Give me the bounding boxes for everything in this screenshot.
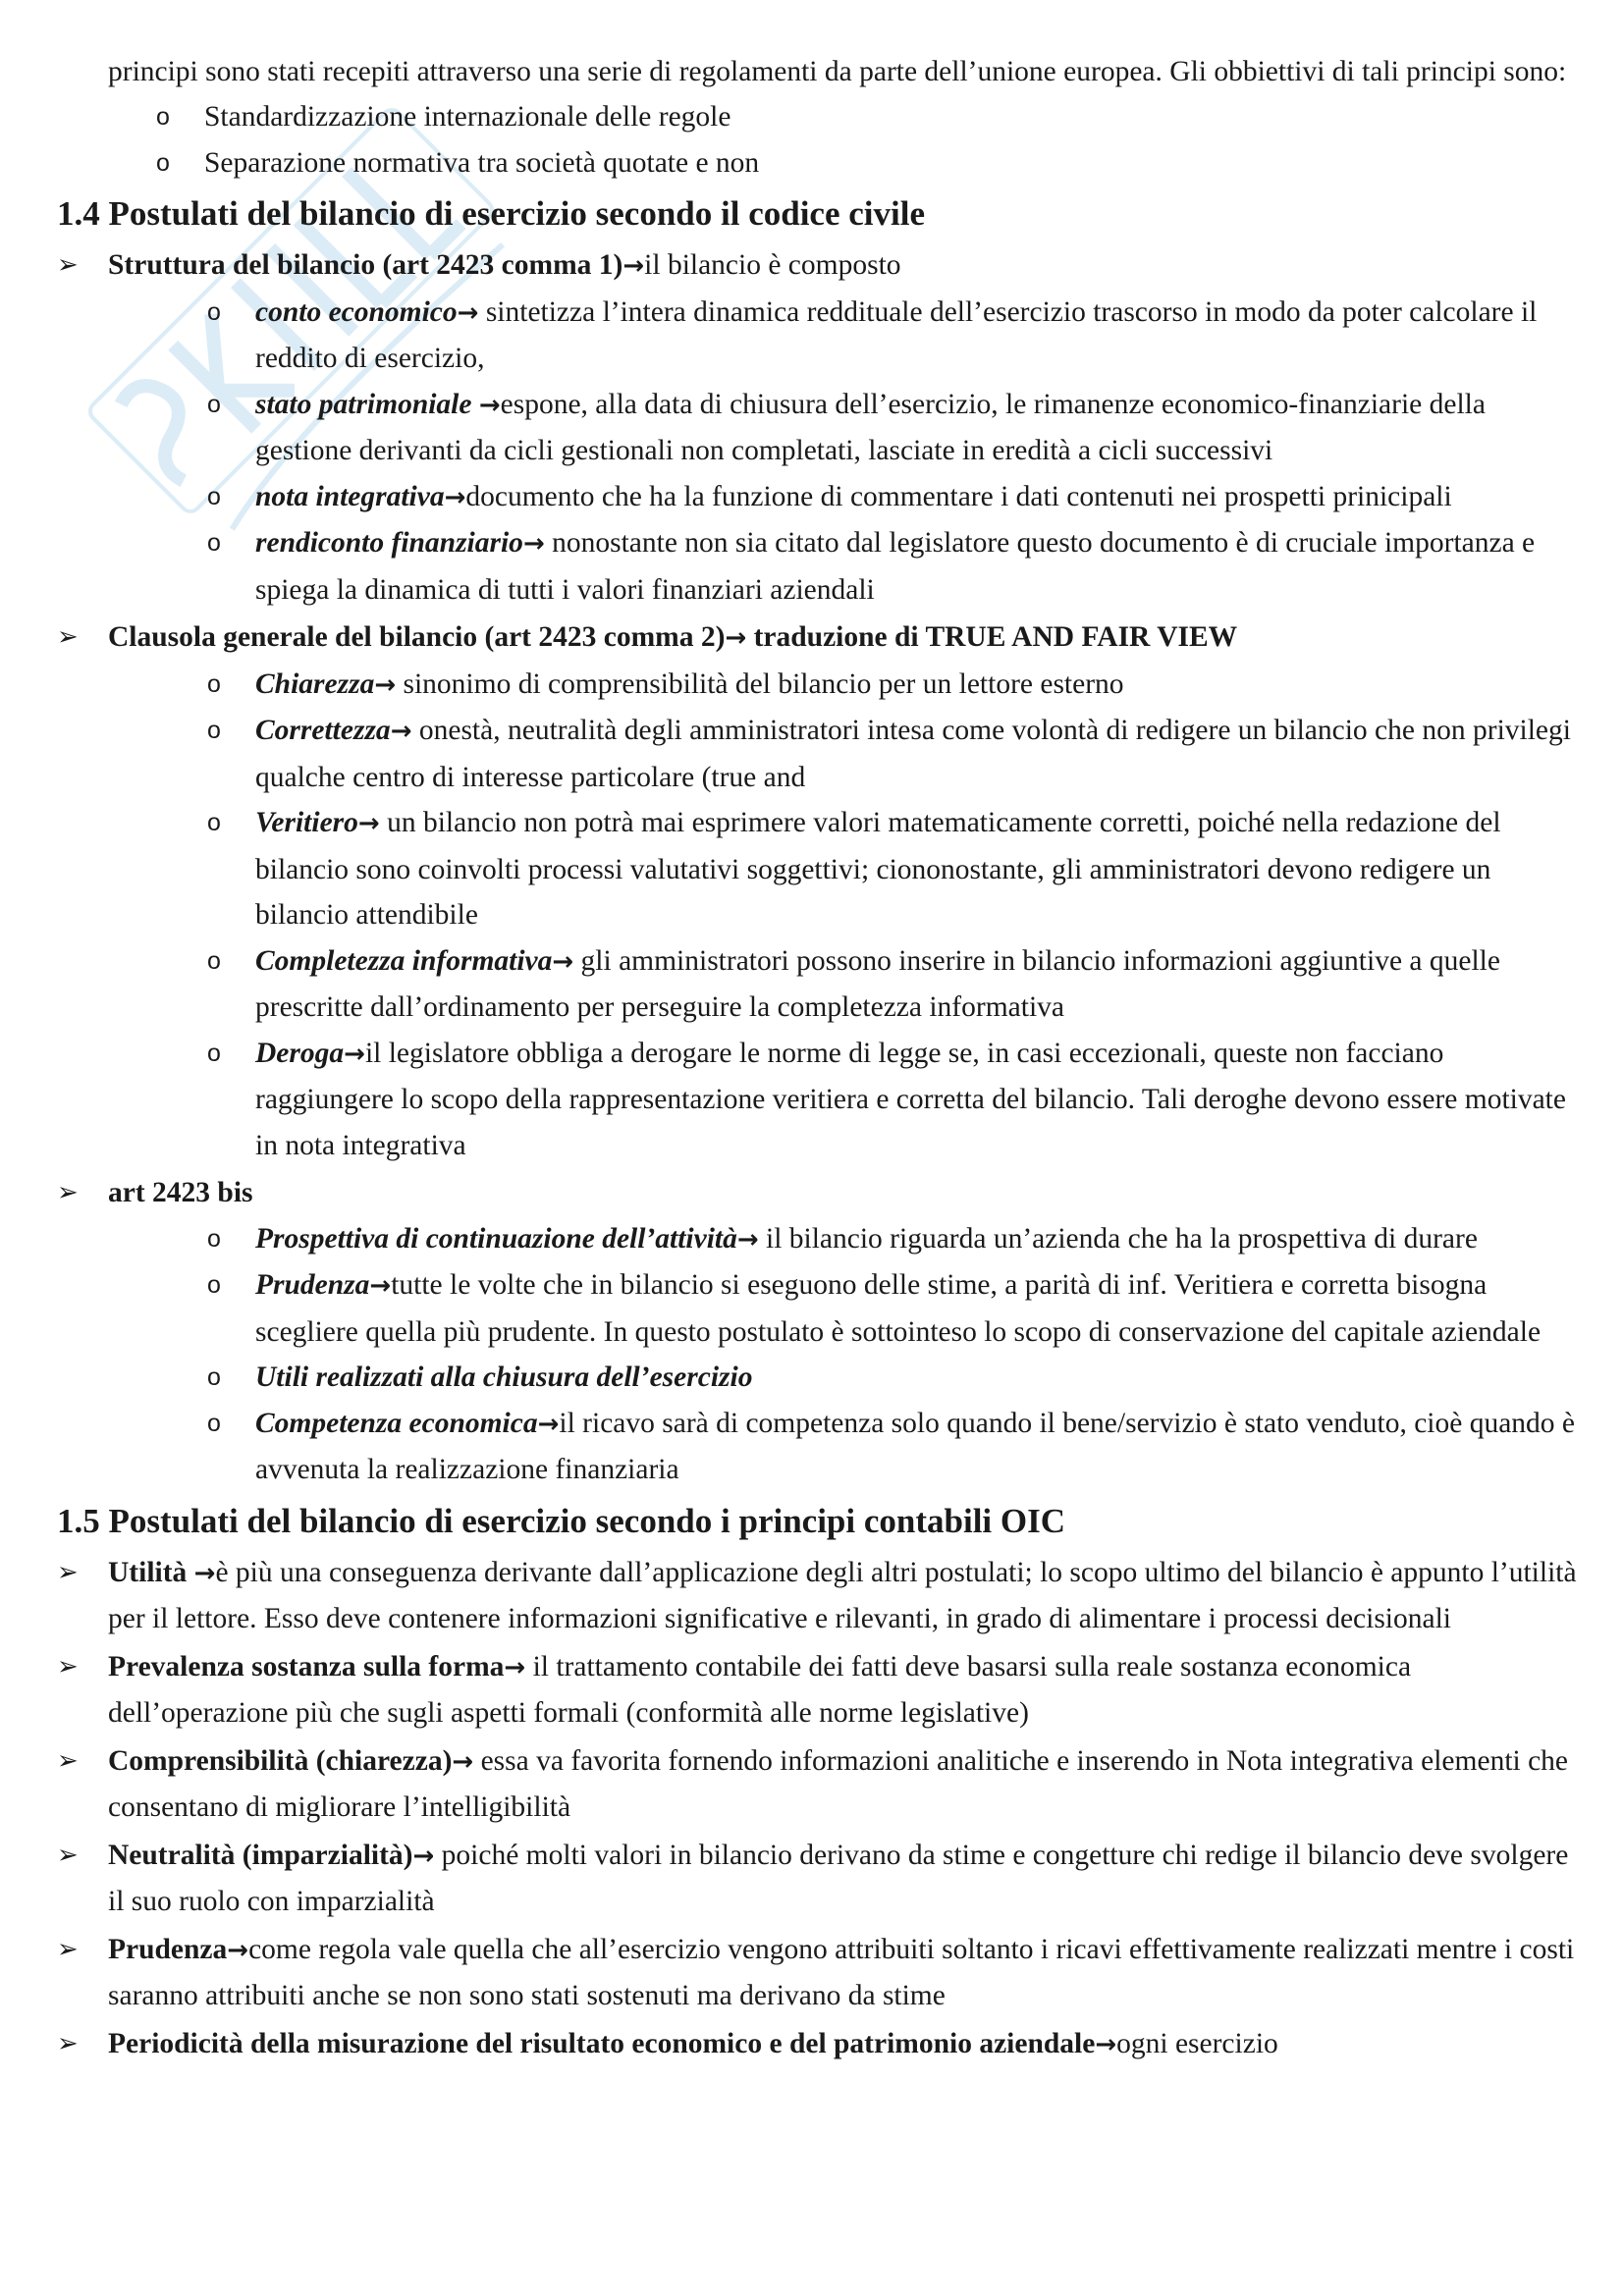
term-text: un bilancio non potrà mai esprimere valori matematicamente corretti, poiché nella redazione del bilancio sono coinvolti processi valutativi soggettivi; ciononostante, gli amministratori devono redigere un bilancio attendibile xyxy=(255,807,1501,931)
arrow-icon: → xyxy=(736,1224,759,1255)
bullet-text: poiché molti valori in bilancio derivano da stime e congetture chi redige il bilancio deve svolgere il suo ruolo con imparzialità xyxy=(108,1839,1569,1917)
term: Deroga xyxy=(255,1037,345,1069)
bullet-label: Struttura del bilancio (art 2423 comma 1) xyxy=(108,249,623,281)
term: Completezza informativa xyxy=(255,944,553,977)
term-text: documento che ha la funzione di commentare i dati contenuti nei prospetti prinicipali xyxy=(465,480,1452,512)
bullet-label: Periodicità della misurazione del risultato economico e del patrimonio aziendale xyxy=(108,2027,1096,2059)
bullet-item xyxy=(57,1833,1589,1925)
section-1-4-list xyxy=(57,242,1589,1493)
bullet-item xyxy=(57,1170,1589,1493)
sub-item xyxy=(207,1401,1589,1493)
intro-paragraph: principi sono stati recepiti attraverso una serie di regolamenti da parte dell’unione europea. Gli obbiettivi di tali principi sono: xyxy=(108,56,1567,87)
arrow-icon: → xyxy=(390,717,412,746)
bullet-text: come regola vale quella che all’esercizio vengono attribuiti soltanto i ricavi effettivamente realizzati mentre i costi saranno attribuiti anche se non sono stati sostenuti ma derivano da stime xyxy=(108,1933,1575,2011)
term-text: il bilancio riguarda un’azienda che ha la prospettiva di durare xyxy=(758,1222,1478,1255)
bullet-label: Prevalenza sostanza sulla forma xyxy=(108,1650,505,1682)
term-text: il legislatore obbliga a derogare le norme di legge se, in casi eccezionali, queste non facciano raggiungere lo scopo della rappresentazione veritiera e corretta del bilancio. Tali deroghe devono essere motivate in nota integrativa xyxy=(255,1037,1566,1161)
sub-item xyxy=(207,708,1589,800)
term: Competenza economica xyxy=(255,1407,538,1439)
arrow-icon: → xyxy=(552,946,574,977)
bullet-label: Prudenza xyxy=(108,1933,228,1965)
intro-list xyxy=(156,94,1589,186)
term-text: nonostante non sia citato dal legislatore questo documento è di cruciale importanza e spiega la dinamica di tutti i valori finanziari aziendali xyxy=(255,527,1536,606)
term: Correttezza xyxy=(255,715,391,746)
bullet-text: il trattamento contabile dei fatti deve basarsi sulla reale sostanza economica dell’operazione più che sugli aspetti formali (conformità alle norme legislative) xyxy=(108,1650,1412,1729)
sub-list xyxy=(207,1216,1589,1493)
sub-list xyxy=(207,290,1589,614)
term: Veritiero xyxy=(255,807,358,838)
term: Chiarezza xyxy=(255,667,375,700)
bullet-label-2: traduzione di TRUE AND FAIR VIEW xyxy=(746,621,1238,653)
arrow-icon: → xyxy=(457,297,479,328)
sub-item xyxy=(207,1262,1589,1355)
term: stato patrimoniale xyxy=(255,388,479,420)
term: rendiconto finanziario xyxy=(255,527,523,559)
sub-item xyxy=(207,474,1589,521)
arrow-icon: → xyxy=(1095,2029,1117,2059)
bullet-item xyxy=(57,1738,1589,1831)
arrow-icon: → xyxy=(478,390,501,420)
bullet-label: Comprensibilità (chiarezza) xyxy=(108,1744,453,1777)
arrow-icon: → xyxy=(369,1271,392,1301)
term-text: tutte le volte che in bilancio si eseguono delle stime, a parità di inf. Veritiera e corretta bisogna scegliere quella più prudente. In questo postulato è sottointeso lo scopo di conservazione del capitale aziendale xyxy=(255,1269,1542,1348)
arrow-icon: → xyxy=(444,482,466,512)
bullet-text: ogni esercizio xyxy=(1116,2027,1278,2059)
term-text: gli amministratori possono inserire in bilancio informazioni aggiuntive a quelle prescritte dall’ordinamento per perseguire la completezza informativa xyxy=(255,944,1500,1023)
sub-item xyxy=(207,1031,1589,1169)
term: Prospettiva di continuazione dell’attività xyxy=(255,1222,737,1255)
arrow-icon: → xyxy=(522,529,545,559)
bullet-item xyxy=(57,1927,1589,2019)
document-page xyxy=(57,49,1589,2069)
bullet-text: è più una conseguenza derivante dall’applicazione degli altri postulati; lo scopo ultimo del bilancio è appunto l’utilità per il lettore. Esso deve contenere informazioni significative e rilevanti, in grado di alimentare i processi decisionali xyxy=(108,1556,1577,1634)
sub-item xyxy=(207,800,1589,938)
sub-item xyxy=(207,382,1589,474)
list-item: o Separazione normativa tra società quotate e non xyxy=(156,140,1589,187)
term-text: sinonimo di comprensibilità del bilancio per un lettore esterno xyxy=(396,667,1124,700)
bullet-text: il bilancio è composto xyxy=(644,249,901,281)
term-text: onestà, neutralità degli amministratori intesa come volontà di redigere un bilancio che non privilegi qualche centro di interesse particolare (true and xyxy=(255,715,1571,793)
arrow-icon: → xyxy=(537,1409,560,1439)
sub-list xyxy=(207,662,1589,1169)
bullet-item xyxy=(57,2021,1589,2068)
arrow-icon: → xyxy=(622,251,645,281)
section-1-5-heading: 1.5 Postulati del bilancio di esercizio secondo i principi contabili OIC xyxy=(57,1501,1066,1540)
arrow-icon: → xyxy=(193,1558,216,1588)
term-text: espone, alla data di chiusura dell’esercizio, le rimanenze economico-finanziarie della gestione derivanti da cicli gestionali non completati, lasciate in eredità a cicli successivi xyxy=(255,388,1486,466)
sub-item xyxy=(207,1216,1589,1263)
bullet-label: art 2423 bis xyxy=(108,1177,253,1208)
bullet-item xyxy=(57,1550,1589,1642)
arrow-icon: → xyxy=(452,1746,474,1777)
arrow-icon: → xyxy=(725,623,747,653)
arrow-icon: → xyxy=(227,1935,249,1965)
sub-item xyxy=(207,662,1589,709)
bullet-label: Utilità xyxy=(108,1556,194,1588)
sub-item xyxy=(207,290,1589,382)
bullet-label: Clausola generale del bilancio (art 2423 comma 2) xyxy=(108,621,726,653)
arrow-icon: → xyxy=(412,1841,435,1871)
arrow-icon: → xyxy=(344,1039,365,1069)
section-1-5-list xyxy=(57,1550,1589,2068)
bullet-item xyxy=(57,1644,1589,1736)
bullet-item xyxy=(57,614,1589,1168)
sub-item xyxy=(207,938,1589,1031)
term: nota integrativa xyxy=(255,480,445,512)
term-text: il ricavo sarà di competenza solo quando il bene/servizio è stato venduto, cioè quando è avvenuta la realizzazione finanziaria xyxy=(255,1407,1576,1485)
term: Utili realizzati alla chiusura dell’esercizio xyxy=(255,1362,753,1393)
bullet-text: essa va favorita fornendo informazioni analitiche e inserendo in Nota integrativa elementi che consentano di migliorare l’intelligibilità xyxy=(108,1744,1569,1823)
term: conto economico xyxy=(255,295,458,328)
term-text: sintetizza l’intera dinamica reddituale dell’esercizio trascorso in modo da poter calcolare il reddito di esercizio, xyxy=(255,295,1538,374)
sub-item xyxy=(207,1355,1589,1401)
sub-item xyxy=(207,520,1589,613)
bullet-label: Neutralità (imparzialità) xyxy=(108,1839,413,1871)
arrow-icon: → xyxy=(357,809,380,838)
bullet-item xyxy=(57,242,1589,613)
arrow-icon: → xyxy=(504,1652,526,1682)
term: Prudenza xyxy=(255,1269,370,1301)
arrow-icon: → xyxy=(374,669,397,700)
section-1-4-heading: 1.4 Postulati del bilancio di esercizio secondo il codice civile xyxy=(57,194,925,233)
list-item: o Standardizzazione internazionale delle regole xyxy=(156,94,1589,140)
